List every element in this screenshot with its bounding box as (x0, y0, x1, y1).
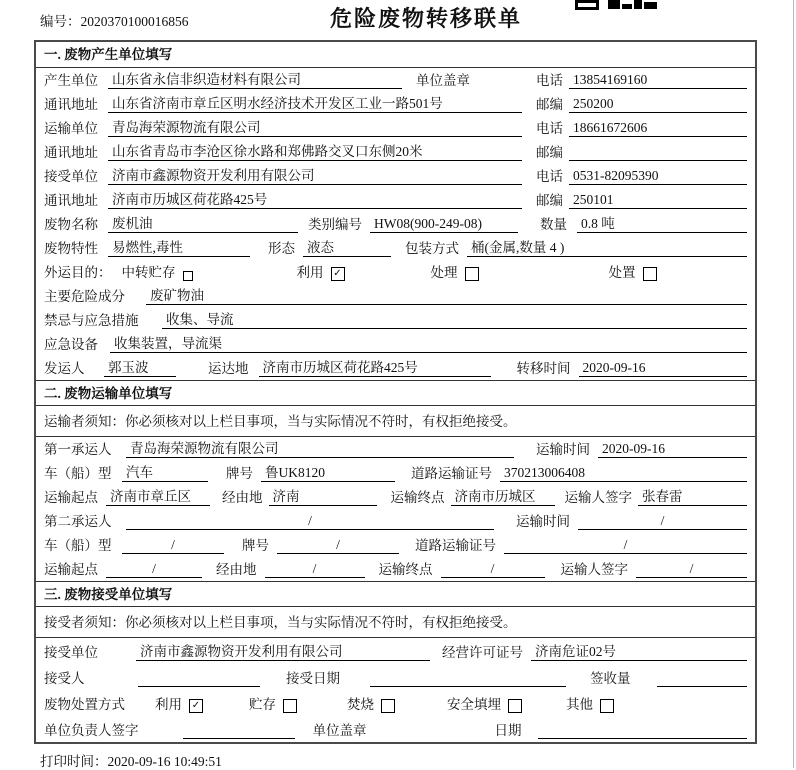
transport-time-value-1: 2020-09-16 (598, 440, 747, 458)
license-number-value: 济南危证02号 (531, 643, 747, 661)
disposal-option-utilize: 利用 (155, 697, 182, 712)
hazard-component-label: 主要危险成分 (44, 289, 125, 304)
row-emergency-equipment (36, 332, 755, 356)
packaging-label: 包装方式 (405, 241, 459, 256)
section2-notice: 运输者须知：你必须核对以上栏目事项，当与实际情况不符时，有权拒绝接受。 (36, 406, 755, 437)
checkbox-disposal-incinerate (381, 699, 395, 713)
row-acceptor (36, 664, 755, 690)
producer-zip-value: 250200 (569, 95, 747, 113)
checkbox-disposal-utilize: ✓ (189, 699, 203, 713)
producer-zip-label: 邮编 (536, 97, 563, 112)
transporter-zip-value (569, 144, 747, 161)
row-receiving-unit (36, 638, 755, 664)
checkbox-utilize: ✓ (331, 267, 345, 281)
section2-title: 二. 废物运输单位填写 (36, 380, 755, 406)
carrier-signature-label-2: 运输人签字 (560, 562, 628, 577)
destination-value: 济南市历城区荷花路425号 (259, 359, 491, 377)
transporter-unit-value: 青岛海荣源物流有限公司 (108, 119, 522, 137)
transporter-phone-label: 电话 (536, 121, 563, 136)
carrier-signature-label-1: 运输人签字 (564, 490, 632, 505)
endpoint-label-2: 运输终点 (378, 562, 433, 577)
row-producer (36, 68, 755, 92)
row-second-carrier (36, 509, 755, 533)
shipper-value: 郭玉波 (104, 359, 176, 377)
vehicle-type-value-1: 汽车 (122, 464, 208, 482)
destination-label: 运达地 (208, 361, 249, 376)
purpose-option-transfer-storage: 中转贮存 (121, 265, 176, 280)
waste-name-label: 废物名称 (44, 217, 98, 232)
producer-unit-value: 山东省永信非织造材料有限公司 (108, 71, 402, 89)
checkbox-disposal-other (600, 699, 614, 713)
plate-number-value-2: / (277, 536, 399, 554)
date-label: 日期 (494, 723, 522, 738)
vehicle-type-value-2: / (122, 536, 224, 554)
row-waste-name (36, 212, 755, 236)
transporter-address-value: 山东省青岛市李沧区徐水路和郑佛路交叉口东侧20米 (108, 143, 522, 161)
waste-characteristics-label: 废物特性 (44, 241, 98, 256)
receiving-unit-label: 接受单位 (44, 645, 98, 660)
second-carrier-value: / (126, 512, 494, 530)
waste-name-value: 废机油 (108, 215, 298, 233)
row-transport-purpose (36, 260, 755, 284)
unit-seal-label: 单位盖章 (416, 73, 470, 88)
vehicle-type-label-1: 车（船）型 (44, 466, 112, 481)
plate-number-value-1: 鲁UK8120 (261, 464, 395, 482)
transporter-unit-label: 运输单位 (44, 121, 98, 136)
transfer-time-value: 2020-09-16 (579, 359, 748, 377)
receiver-address-value: 济南市历城区荷花路425号 (108, 191, 522, 209)
acceptor-label: 接受人 (44, 671, 85, 686)
row-disposal-method (36, 690, 755, 716)
road-permit-label-1: 道路运输证号 (411, 466, 492, 481)
endpoint-value-2: / (441, 560, 545, 578)
taboo-measures-label: 禁忌与应急措施 (44, 313, 139, 328)
qr-code-fragment (575, 0, 659, 10)
vehicle-type-label-2: 车（船）型 (44, 538, 112, 553)
date-value (538, 722, 748, 739)
row-producer-address (36, 92, 755, 116)
disposal-option-other: 其他 (566, 697, 593, 712)
second-carrier-label: 第二承运人 (44, 514, 112, 529)
purpose-label: 外运目的： (44, 265, 112, 280)
receiver-address-label: 通讯地址 (44, 193, 98, 208)
first-carrier-label: 第一承运人 (44, 442, 112, 457)
accept-date-label: 接受日期 (286, 671, 340, 686)
carrier-signature-value-2: / (636, 560, 747, 578)
producer-address-label: 通讯地址 (44, 97, 98, 112)
row-taboo-measures (36, 308, 755, 332)
via-label-1: 经由地 (222, 490, 263, 505)
disposal-option-store: 贮存 (249, 697, 276, 712)
quantity-value: 0.8 吨 (577, 215, 747, 233)
signed-quantity-label: 签收量 (590, 671, 631, 686)
disposal-option-landfill: 安全填埋 (447, 697, 501, 712)
road-permit-value-1: 370213006408 (500, 464, 747, 482)
doc-number-value: 2020370100016856 (80, 14, 189, 29)
receiver-zip-value: 250101 (569, 191, 747, 209)
signed-quantity-value (657, 670, 748, 687)
row-hazard-component (36, 284, 755, 308)
producer-unit-label: 产生单位 (44, 73, 98, 88)
section3-notice: 接受者须知：你必须核对以上栏目事项，当与实际情况不符时，有权拒绝接受。 (36, 607, 755, 638)
transporter-phone-value: 18661672606 (569, 119, 747, 137)
origin-value-1: 济南市章丘区 (106, 488, 210, 506)
carrier-signature-value-1: 张春雷 (638, 488, 747, 506)
category-number-label: 类别编号 (308, 217, 362, 232)
checkbox-disposal-landfill (508, 699, 522, 713)
checkbox-treat (465, 267, 479, 281)
row-vehicle-1 (36, 461, 755, 485)
responsible-signature-value (183, 722, 295, 739)
origin-value-2: / (106, 560, 202, 578)
receiving-unit-value: 济南市鑫源物资开发利用有限公司 (136, 643, 430, 661)
checkbox-dispose (643, 267, 657, 281)
hazard-component-value: 废矿物油 (146, 287, 747, 305)
producer-phone-value: 13854169160 (569, 71, 747, 89)
row-vehicle-2 (36, 533, 755, 557)
receiver-zip-label: 邮编 (536, 193, 563, 208)
shipper-label: 发运人 (44, 361, 85, 376)
section1-title: 一. 废物产生单位填写 (36, 42, 755, 68)
origin-label-1: 运输起点 (44, 490, 98, 505)
receiver-unit-value: 济南市鑫源物资开发利用有限公司 (108, 167, 522, 185)
purpose-option-treat: 处理 (430, 265, 458, 280)
origin-label-2: 运输起点 (44, 562, 98, 577)
emergency-equipment-label: 应急设备 (44, 337, 98, 352)
acceptor-value (138, 670, 260, 687)
row-shipper (36, 356, 755, 380)
row-route-1 (36, 485, 755, 509)
transporter-address-label: 通讯地址 (44, 145, 98, 160)
print-time-label: 打印时间： (40, 754, 108, 769)
plate-number-label-1: 牌号 (226, 466, 253, 481)
responsible-signature-label: 单位负责人签字 (44, 723, 139, 738)
road-permit-label-2: 道路运输证号 (415, 538, 496, 553)
checkbox-disposal-store (283, 699, 297, 713)
disposal-option-incinerate: 焚烧 (347, 697, 374, 712)
row-transporter (36, 116, 755, 140)
checkbox-transfer-storage (183, 271, 193, 281)
print-time (40, 750, 222, 770)
form-label: 形态 (268, 241, 295, 256)
receiver-phone-value: 0531-82095390 (569, 167, 747, 185)
page-edge-line (793, 0, 794, 768)
row-transporter-address (36, 140, 755, 164)
packaging-value: 桶(金属,数量 4 ) (467, 239, 747, 257)
transport-time-label-1: 运输时间 (536, 442, 590, 457)
row-receiver-address (36, 188, 755, 212)
document-header (0, 0, 796, 40)
transport-time-value-2: / (578, 512, 747, 530)
purpose-option-dispose: 处置 (608, 265, 636, 280)
producer-phone-label: 电话 (536, 73, 563, 88)
waste-characteristics-value: 易燃性,毒性 (108, 239, 250, 257)
emergency-equipment-value: 收集装置，导流渠 (110, 335, 747, 353)
transport-time-label-2: 运输时间 (516, 514, 570, 529)
page-title: 危险废物转移联单 (330, 6, 523, 31)
print-time-value: 2020-09-16 10:49:51 (107, 754, 222, 769)
via-value-1: 济南 (269, 488, 377, 506)
unit-seal-label-2: 单位盖章 (312, 723, 367, 738)
accept-date-value (370, 670, 566, 687)
category-number-value: HW08(900-249-08) (370, 215, 518, 233)
row-route-2 (36, 557, 755, 581)
plate-number-label-2: 牌号 (242, 538, 269, 553)
license-number-label: 经营许可证号 (442, 645, 523, 660)
via-value-2: / (265, 560, 365, 578)
producer-address-value: 山东省济南市章丘区明水经济技术开发区工业一路501号 (108, 95, 522, 113)
form-value: 液态 (303, 239, 391, 257)
purpose-option-utilize: 利用 (296, 265, 324, 280)
row-waste-characteristics (36, 236, 755, 260)
row-responsible-signature (36, 716, 755, 742)
first-carrier-value: 青岛海荣源物流有限公司 (126, 440, 514, 458)
taboo-measures-value: 收集、导流 (162, 311, 747, 329)
endpoint-value-1: 济南市历城区 (451, 488, 555, 506)
transfer-time-label: 转移时间 (516, 361, 571, 376)
road-permit-value-2: / (504, 536, 747, 554)
disposal-method-label: 废物处置方式 (44, 697, 125, 712)
row-receiver (36, 164, 755, 188)
manifest-form (34, 40, 757, 744)
transporter-zip-label: 邮编 (536, 145, 563, 160)
doc-number-label: 编号： (40, 14, 81, 29)
via-label-2: 经由地 (216, 562, 257, 577)
quantity-label: 数量 (540, 217, 567, 232)
section3-title: 三. 废物接受单位填写 (36, 581, 755, 607)
receiver-unit-label: 接受单位 (44, 169, 98, 184)
doc-number (40, 10, 189, 30)
endpoint-label-1: 运输终点 (390, 490, 445, 505)
receiver-phone-label: 电话 (536, 169, 563, 184)
row-first-carrier (36, 437, 755, 461)
